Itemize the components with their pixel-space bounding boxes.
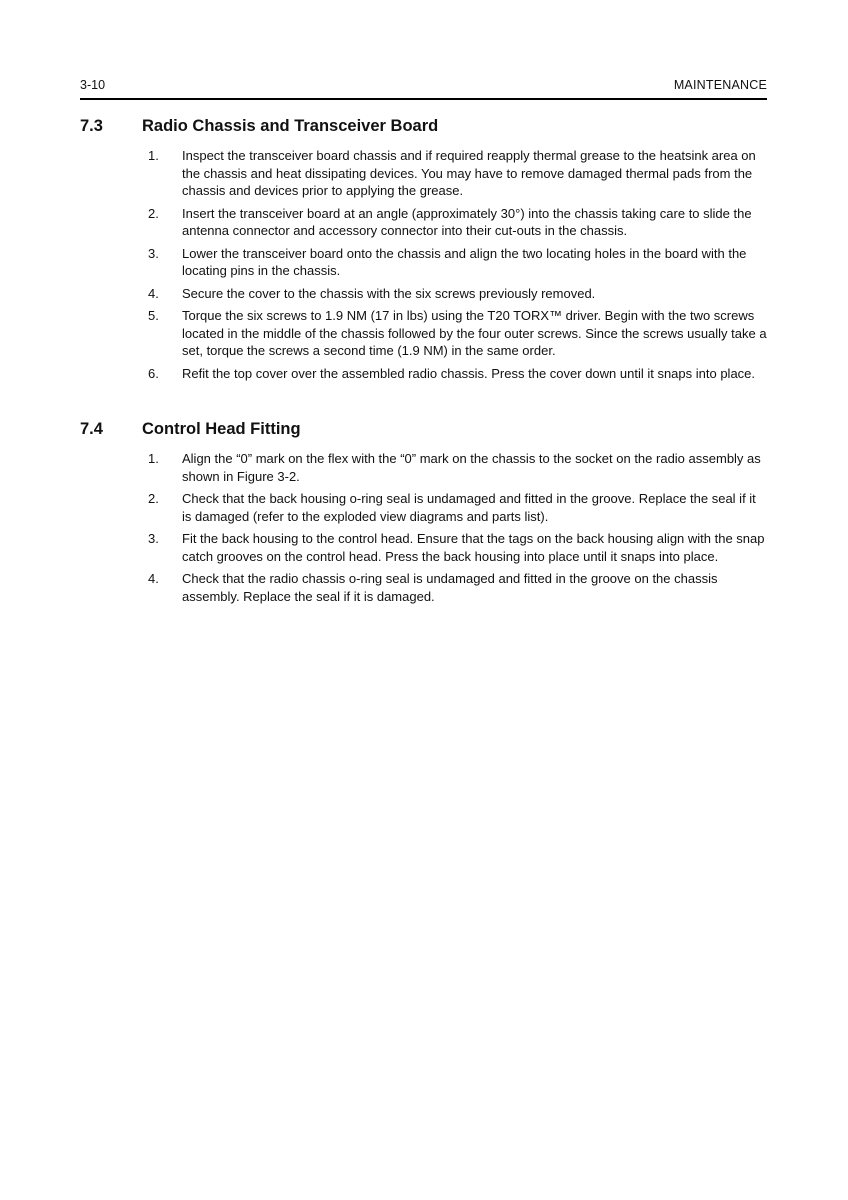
step-text: Insert the transceiver board at an angle (approximately 30°) into the chassis taking care to slide the antenna connector and accessory connector into their cut-outs in the chassis.	[182, 205, 752, 238]
section-number: 7.3	[80, 117, 103, 135]
section-heading	[80, 420, 767, 444]
step-text: Check that the back housing o-ring seal is undamaged and fitted in the groove. Replace the seal if it is damaged (refer to the exploded view diagrams and parts list).	[182, 491, 756, 524]
step-list	[80, 450, 767, 605]
step-number: 3.	[148, 245, 159, 261]
section-number: 7.4	[80, 420, 103, 438]
section-radio-chassis	[80, 117, 767, 387]
step-number: 1.	[148, 148, 159, 163]
list-item	[80, 570, 767, 605]
step-number: 6.	[148, 365, 159, 381]
step-text: Torque the six screws to 1.9 NM (17 in lbs) using the T20 TORX™ driver. Begin with the two screws located in the middle of the chassis followed by the four outer screws. Since the screws usually take a set, torque the screws a second time (1.9 NM) in the same order.	[182, 308, 767, 358]
step-number: 5.	[148, 308, 159, 323]
step-number: 1.	[148, 451, 159, 466]
step-text: Inspect the transceiver board chassis and if required reapply thermal grease to the heatsink area on the chassis and heat dissipating devices. You may have to remove damaged thermal pads from the chassis and devices prior to applying the grease.	[182, 148, 756, 198]
list-item	[80, 490, 767, 525]
list-item	[80, 450, 767, 485]
chapter-title: MAINTENANCE	[673, 78, 767, 92]
page-header	[80, 78, 767, 100]
step-text: Align the “0” mark on the flex with the “0” mark on the chassis to the socket on the radio assembly as shown in Figure 3-2.	[182, 451, 761, 484]
step-text: Fit the back housing to the control head. Ensure that the tags on the back housing align with the snap catch grooves on the control head. Press the back housing into place until it snaps into place.	[182, 531, 765, 564]
list-item	[80, 365, 767, 383]
step-text: Secure the cover to the chassis with the six screws previously removed.	[182, 285, 596, 301]
list-item	[80, 147, 767, 200]
section-control-head	[80, 420, 767, 610]
step-text: Lower the transceiver board onto the chassis and align the two locating holes in the board with the locating pins in the chassis.	[182, 245, 747, 278]
step-number: 2.	[148, 205, 159, 221]
step-text: Refit the top cover over the assembled radio chassis. Press the cover down until it snaps into place.	[182, 365, 756, 381]
step-list	[80, 147, 767, 382]
page-number: 3-10	[80, 78, 106, 92]
list-item	[80, 285, 767, 303]
list-item	[80, 205, 767, 240]
section-heading	[80, 117, 767, 141]
step-number: 4.	[148, 571, 159, 586]
list-item	[80, 530, 767, 565]
section-title: Control Head Fitting	[142, 420, 301, 438]
step-number: 3.	[148, 531, 159, 546]
list-item	[80, 245, 767, 280]
step-number: 4.	[148, 285, 159, 301]
section-title: Radio Chassis and Transceiver Board	[142, 117, 439, 135]
step-text: Check that the radio chassis o-ring seal is undamaged and fitted in the groove on the chassis assembly. Replace the seal if it is damaged.	[182, 571, 718, 604]
list-item	[80, 307, 767, 360]
step-number: 2.	[148, 491, 159, 506]
